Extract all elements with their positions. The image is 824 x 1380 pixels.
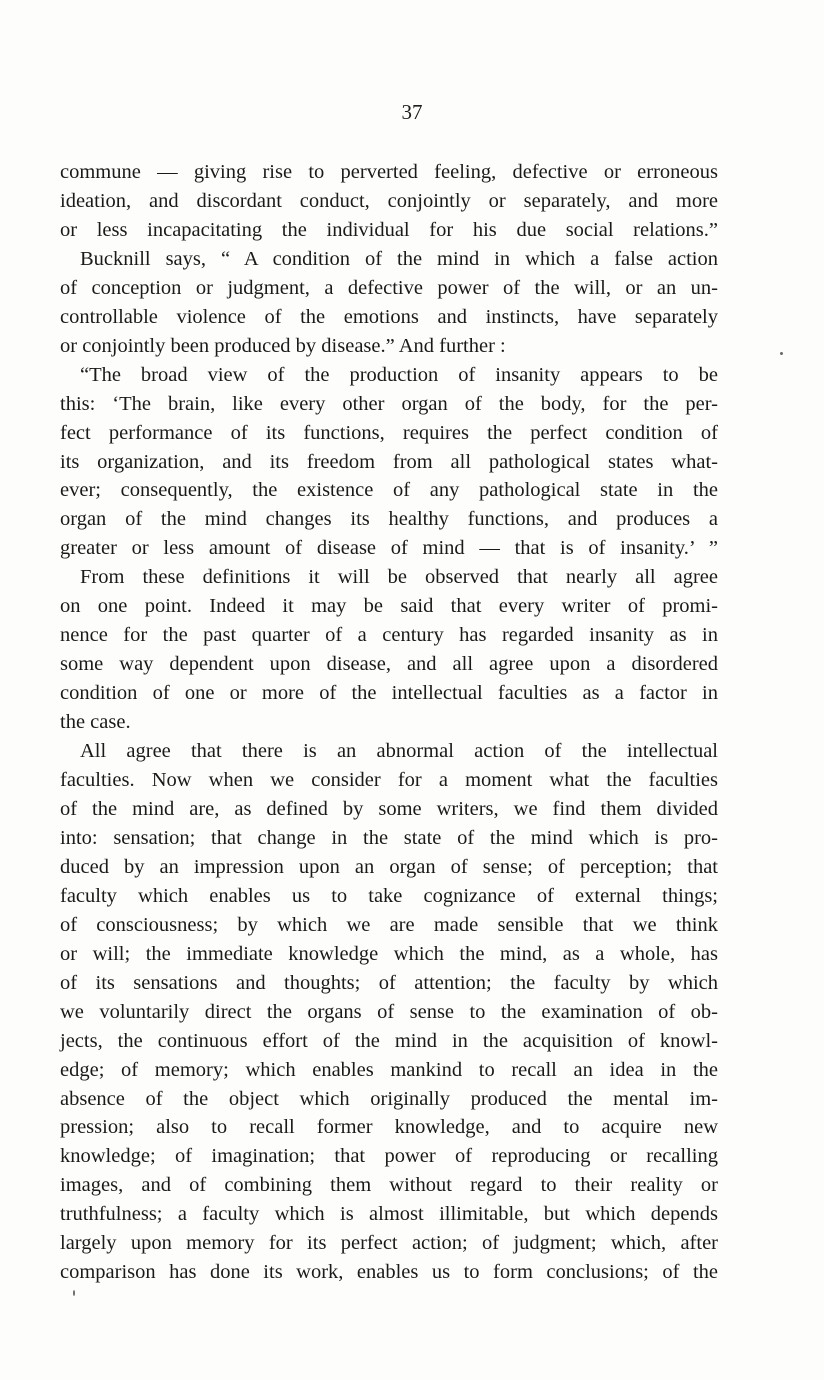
text-line: greater or less amount of disease of mind — that is of insanity.’ ” xyxy=(60,537,718,560)
text-line: nence for the past quarter of a century has regarded insanity as in xyxy=(60,624,718,647)
text-line: All agree that there is an abnormal action of the intellectual xyxy=(80,740,718,763)
text-line: its organization, and its freedom from all pathological states what- xyxy=(60,450,718,473)
text-line: From these definitions it will be observed that nearly all agree xyxy=(80,566,718,589)
text-line: comparison has done its work, enables us to form conclusions; of the xyxy=(60,1261,718,1284)
text-line: ideation, and discordant conduct, conjointly or separately, and more xyxy=(60,189,718,212)
text-line: commune — giving rise to perverted feeling, defective or erroneous xyxy=(60,161,718,183)
text-line: absence of the object which originally produced the mental im- xyxy=(60,1087,718,1110)
text-line: this: ‘The brain, like every other organ of the body, for the per- xyxy=(60,392,718,415)
text-line: of the mind are, as defined by some writers, we find them divided xyxy=(60,797,718,820)
text-line: duced by an impression upon an organ of sense; of perception; that xyxy=(60,855,718,878)
text-line: or less incapacitating the individual for his due social relations.” xyxy=(60,218,718,241)
text-line: or will; the immediate knowledge which the mind, as a whole, has xyxy=(60,942,718,965)
text-line: controllable violence of the emotions and instincts, have separately xyxy=(60,305,718,328)
text-line: of consciousness; by which we are made sensible that we think xyxy=(60,913,718,936)
text-line: we voluntarily direct the organs of sense to the examination of ob- xyxy=(60,1000,718,1023)
print-speck xyxy=(780,352,783,355)
text-line: or conjointly been produced by disease.” And further : xyxy=(60,334,506,357)
text-line: on one point. Indeed it may be said that every writer of promi- xyxy=(60,595,718,618)
page-number: 37 xyxy=(401,100,423,124)
print-speck xyxy=(73,1290,75,1296)
text-line: ever; consequently, the existence of any pathological state in the xyxy=(60,479,718,502)
text-line: edge; of memory; which enables mankind to recall an idea in the xyxy=(60,1058,718,1081)
text-line: pression; also to recall former knowledge, and to acquire new xyxy=(60,1116,718,1139)
text-line: some way dependent upon disease, and all agree upon a disordered xyxy=(60,653,718,676)
text-line: knowledge; of imagination; that power of reproducing or recalling xyxy=(60,1145,718,1168)
text-line: condition of one or more of the intellectual faculties as a factor in xyxy=(60,682,718,705)
text-line: “The broad view of the production of insanity appears to be xyxy=(80,363,718,386)
body-text xyxy=(60,158,718,1287)
text-line: of conception or judgment, a defective power of the will, or an un- xyxy=(60,276,718,299)
text-line: of its sensations and thoughts; of attention; the faculty by which xyxy=(60,971,718,994)
text-line: images, and of combining them without regard to their reality or xyxy=(60,1174,718,1197)
text-line: organ of the mind changes its healthy functions, and produces a xyxy=(60,508,718,531)
text-line: faculties. Now when we consider for a moment what the faculties xyxy=(60,769,718,792)
text-line: faculty which enables us to take cognizance of external things; xyxy=(60,884,718,907)
text-line: truthfulness; a faculty which is almost illimitable, but which depends xyxy=(60,1203,718,1226)
text-line: into: sensation; that change in the state of the mind which is pro- xyxy=(60,826,718,849)
text-line: the case. xyxy=(60,711,131,734)
text-line: fect performance of its functions, requires the perfect condition of xyxy=(60,421,718,444)
text-line: jects, the continuous effort of the mind in the acquisition of knowl- xyxy=(60,1029,718,1052)
text-line: Bucknill says, “ A condition of the mind in which a false action xyxy=(80,247,718,270)
text-line: largely upon memory for its perfect action; of judgment; which, after xyxy=(60,1232,718,1255)
